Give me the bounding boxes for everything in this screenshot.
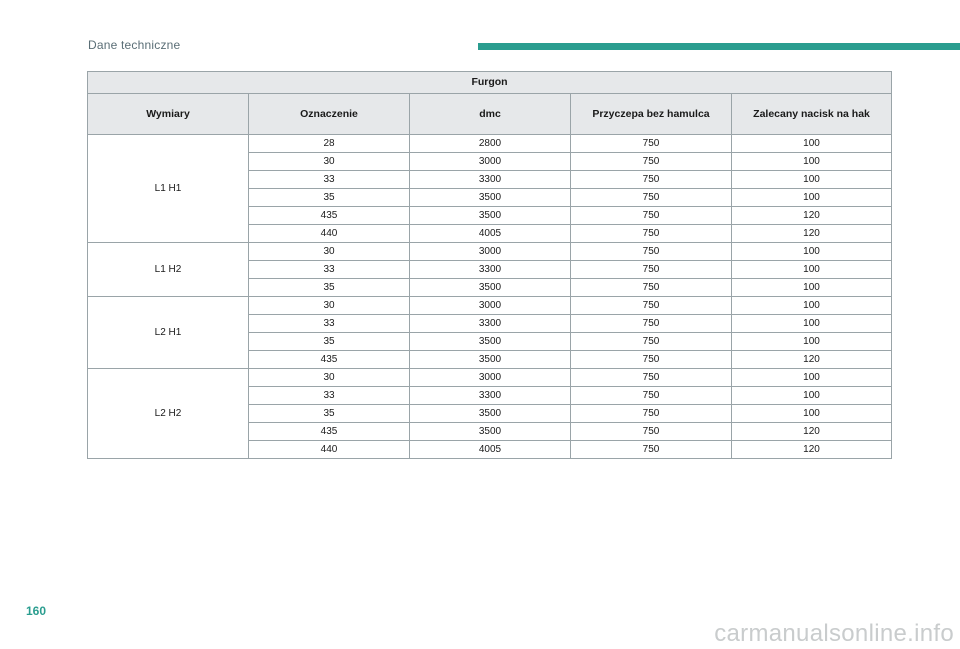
table-cell: 3500 <box>410 423 571 441</box>
table-cell: 30 <box>249 369 410 387</box>
table-cell: 750 <box>571 333 732 351</box>
section-title: Dane techniczne <box>88 38 181 52</box>
table-cell: 750 <box>571 135 732 153</box>
dimension-cell: L2 H1 <box>88 297 249 369</box>
table-cell: 30 <box>249 297 410 315</box>
table-cell: 750 <box>571 351 732 369</box>
table-cell: 750 <box>571 225 732 243</box>
table-cell: 750 <box>571 261 732 279</box>
table-cell: 120 <box>732 225 892 243</box>
table-cell: 35 <box>249 333 410 351</box>
table-cell: 750 <box>571 315 732 333</box>
table-cell: 100 <box>732 315 892 333</box>
table-cell: 100 <box>732 387 892 405</box>
table-cell: 100 <box>732 243 892 261</box>
dimension-cell: L2 H2 <box>88 369 249 459</box>
table-cell: 3300 <box>410 261 571 279</box>
table-cell: 100 <box>732 189 892 207</box>
table-cell: 3300 <box>410 387 571 405</box>
table-cell: 750 <box>571 369 732 387</box>
table-cell: 100 <box>732 405 892 423</box>
table-cell: 33 <box>249 171 410 189</box>
table-cell: 3000 <box>410 153 571 171</box>
table-cell: 28 <box>249 135 410 153</box>
table-cell: 33 <box>249 261 410 279</box>
table-cell: 750 <box>571 387 732 405</box>
watermark: carmanualsonline.info <box>714 620 954 647</box>
towing-spec-table <box>87 71 892 459</box>
table-cell: 3500 <box>410 207 571 225</box>
table-cell: 750 <box>571 297 732 315</box>
table-cell: 2800 <box>410 135 571 153</box>
table-cell: 3500 <box>410 351 571 369</box>
table-row <box>88 243 892 261</box>
table-cell: 750 <box>571 243 732 261</box>
column-header: Wymiary <box>88 94 249 135</box>
dimension-cell: L1 H2 <box>88 243 249 297</box>
table-row <box>88 369 892 387</box>
table-cell: 435 <box>249 351 410 369</box>
table-cell: 750 <box>571 279 732 297</box>
table-cell: 30 <box>249 243 410 261</box>
table-cell: 100 <box>732 153 892 171</box>
table-cell: 35 <box>249 189 410 207</box>
table-cell: 750 <box>571 405 732 423</box>
table-row <box>88 297 892 315</box>
table-cell: 33 <box>249 315 410 333</box>
table-cell: 3300 <box>410 171 571 189</box>
column-header: Oznaczenie <box>249 94 410 135</box>
table-cell: 4005 <box>410 225 571 243</box>
table-cell: 750 <box>571 441 732 459</box>
table-cell: 750 <box>571 153 732 171</box>
table-cell: 3500 <box>410 405 571 423</box>
table-cell: 3000 <box>410 243 571 261</box>
table-cell: 750 <box>571 171 732 189</box>
table-cell: 120 <box>732 423 892 441</box>
table-cell: 100 <box>732 171 892 189</box>
table-cell: 100 <box>732 369 892 387</box>
table-cell: 3500 <box>410 189 571 207</box>
dimension-cell: L1 H1 <box>88 135 249 243</box>
page-number: 160 <box>26 604 47 618</box>
table-cell: 3500 <box>410 279 571 297</box>
column-header-row <box>88 94 892 135</box>
table-cell: 750 <box>571 207 732 225</box>
table-cell: 3000 <box>410 297 571 315</box>
table-cell: 750 <box>571 189 732 207</box>
table-row <box>88 135 892 153</box>
column-header: Przyczepa bez hamulca <box>571 94 732 135</box>
table-cell: 3500 <box>410 333 571 351</box>
table-cell: 750 <box>571 423 732 441</box>
table-cell: 100 <box>732 135 892 153</box>
table-cell: 3000 <box>410 369 571 387</box>
table-cell: 100 <box>732 279 892 297</box>
section-accent-bar <box>478 43 960 50</box>
table-cell: 120 <box>732 441 892 459</box>
table-cell: 100 <box>732 297 892 315</box>
table-cell: 30 <box>249 153 410 171</box>
table-cell: 440 <box>249 441 410 459</box>
table-cell: 3300 <box>410 315 571 333</box>
table-cell: 435 <box>249 207 410 225</box>
table-cell: 35 <box>249 279 410 297</box>
table-cell: 435 <box>249 423 410 441</box>
table-cell: 100 <box>732 261 892 279</box>
table-cell: 4005 <box>410 441 571 459</box>
table-cell: 33 <box>249 387 410 405</box>
table-cell: 120 <box>732 351 892 369</box>
table-cell: 120 <box>732 207 892 225</box>
table-cell: 440 <box>249 225 410 243</box>
table-body <box>88 135 892 459</box>
table-title: Furgon <box>88 72 892 94</box>
column-header: dmc <box>410 94 571 135</box>
table-cell: 100 <box>732 333 892 351</box>
table-cell: 35 <box>249 405 410 423</box>
column-header: Zalecany nacisk na hak <box>732 94 892 135</box>
